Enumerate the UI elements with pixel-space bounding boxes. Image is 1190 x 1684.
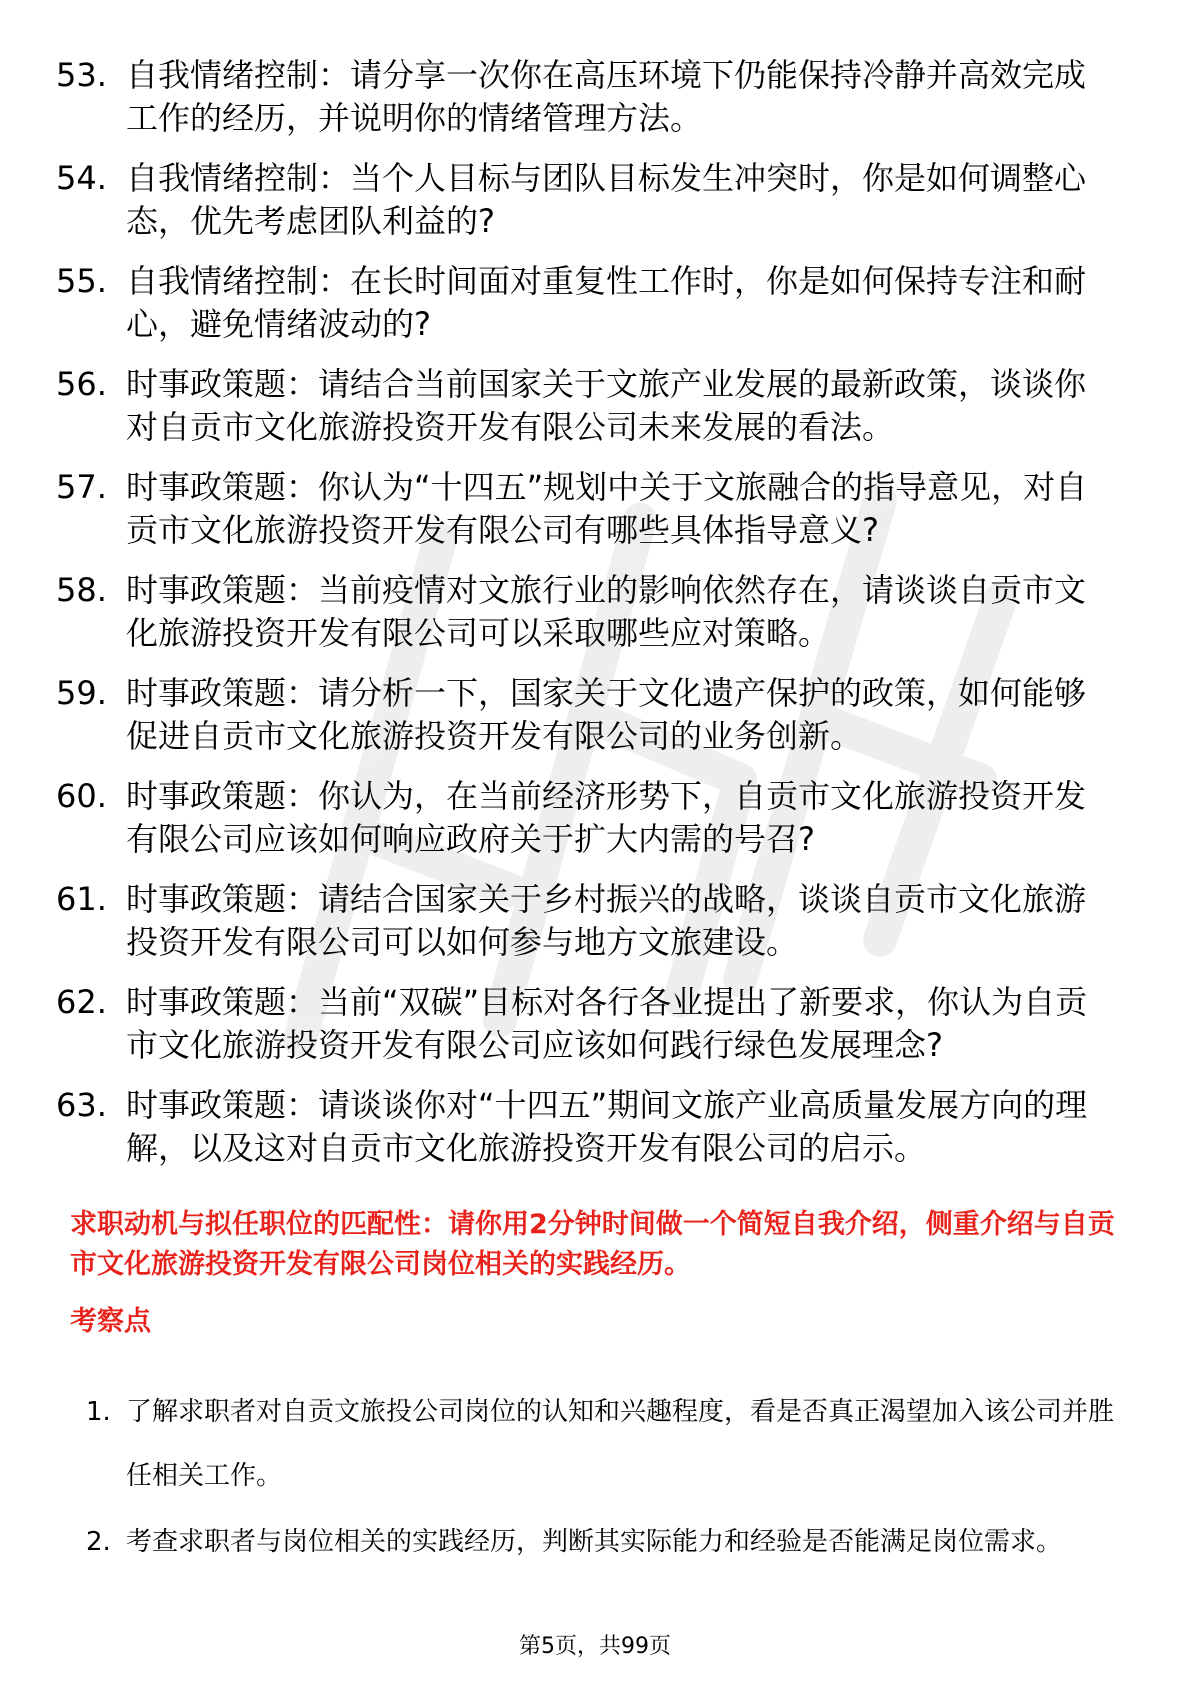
points-list [0, 1380, 1190, 1576]
question-item [0, 1084, 1116, 1170]
question-item [0, 54, 1116, 140]
question-text: 自我情绪控制：请分享一次你在高压环境下仍能保持冷静并高效完成工作的经历，并说明你的情绪管理方法。 [126, 56, 1087, 137]
question-item [0, 878, 1116, 964]
question-item [0, 363, 1116, 449]
question-text: 时事政策题：请结合国家关于乡村振兴的战略，谈谈自贡市文化旅游投资开发有限公司可以如何参与地方文旅建设。 [126, 880, 1087, 961]
question-number: 60. [56, 777, 107, 815]
highlight-question: 求职动机与拟任职位的匹配性：请你用2分钟时间做一个简短自我介绍，侧重介绍与自贡市文化旅游投资开发有限公司岗位相关的实践经历。 [70, 1209, 1115, 1280]
question-list [0, 54, 1190, 1187]
question-text: 时事政策题：你认为“十四五”规划中关于文旅融合的指导意见，对自贡市文化旅游投资开发有限公司有哪些具体指导意义? [126, 468, 1088, 549]
question-text: 自我情绪控制：当个人目标与团队目标发生冲突时，你是如何调整心态，优先考虑团队利益的? [126, 159, 1087, 240]
question-text: 时事政策题：请谈谈你对“十四五”期间文旅产业高质量发展方向的理解，以及这对自贡市文化旅游投资开发有限公司的启示。 [126, 1086, 1088, 1167]
point-text: 了解求职者对自贡文旅投公司岗位的认知和兴趣程度，看是否真正渴望加入该公司并胜任相关工作。 [126, 1397, 1115, 1491]
question-number: 63. [56, 1086, 107, 1124]
question-number: 57. [56, 468, 107, 506]
question-number: 58. [56, 571, 107, 609]
point-item [0, 1380, 1116, 1508]
question-number: 54. [56, 159, 107, 197]
page-footer: 第5页，共99页 [519, 1634, 671, 1659]
question-text: 时事政策题：当前疫情对文旅行业的影响依然存在，请谈谈自贡市文化旅游投资开发有限公司可以采取哪些应对策略。 [126, 571, 1087, 652]
question-text: 时事政策题：请结合当前国家关于文旅产业发展的最新政策，谈谈你对自贡市文化旅游投资开发有限公司未来发展的看法。 [126, 365, 1087, 446]
point-text: 考查求职者与岗位相关的实践经历，判断其实际能力和经验是否能满足岗位需求。 [126, 1527, 1063, 1557]
question-text: 时事政策题：请分析一下，国家关于文化遗产保护的政策，如何能够促进自贡市文化旅游投资开发有限公司的业务创新。 [126, 674, 1087, 755]
question-number: 56. [56, 365, 107, 403]
question-text: 自我情绪控制：在长时间面对重复性工作时，你是如何保持专注和耐心，避免情绪波动的? [126, 262, 1087, 343]
question-number: 53. [56, 56, 107, 94]
point-item [0, 1510, 1116, 1574]
point-number: 2. [86, 1527, 111, 1557]
question-item [0, 981, 1116, 1067]
question-item [0, 569, 1116, 655]
question-number: 62. [56, 983, 107, 1021]
question-number: 61. [56, 880, 107, 918]
question-number: 59. [56, 674, 107, 712]
points-heading: 考察点 [70, 1306, 151, 1337]
question-item [0, 672, 1116, 758]
question-item [0, 157, 1116, 243]
question-text: 时事政策题：当前“双碳”目标对各行各业提出了新要求，你认为自贡市文化旅游投资开发有限公司应该如何践行绿色发展理念? [126, 983, 1088, 1064]
question-text: 时事政策题：你认为，在当前经济形势下，自贡市文化旅游投资开发有限公司应该如何响应政府关于扩大内需的号召? [126, 777, 1087, 858]
question-item [0, 775, 1116, 861]
question-item [0, 260, 1116, 346]
question-item [0, 466, 1116, 552]
point-number: 1. [86, 1397, 111, 1427]
question-number: 55. [56, 262, 107, 300]
